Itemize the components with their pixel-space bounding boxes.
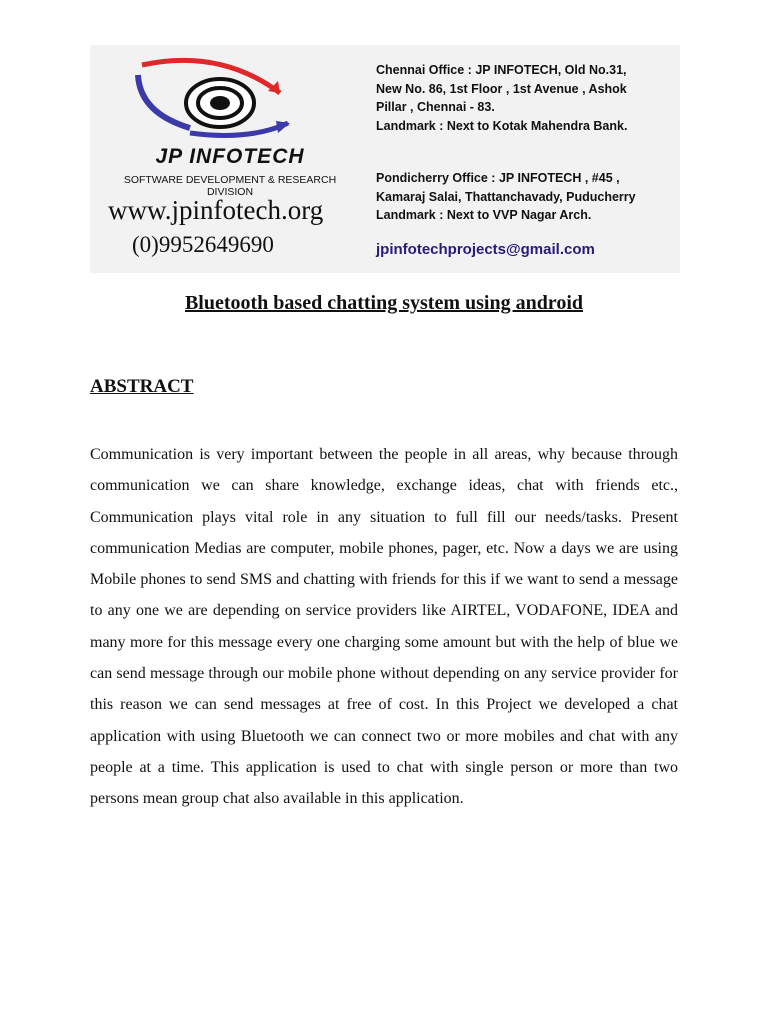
pondicherry-office-address: [376, 169, 676, 225]
address-line: Pondicherry Office : JP INFOTECH , #45 ,: [376, 171, 620, 185]
address-line: Chennai Office : JP INFOTECH, Old No.31,: [376, 63, 627, 77]
chennai-office-address: [376, 61, 676, 135]
division-text: SOFTWARE DEVELOPMENT & RESEARCH DIVISION: [123, 174, 337, 198]
address-line: New No. 86, 1st Floor , 1st Avenue , Ashok: [376, 81, 627, 96]
letterhead-banner: [90, 45, 680, 273]
contact-email: jpinfotechprojects@gmail.com: [376, 241, 595, 258]
phone-number: (0)9952649690: [132, 232, 274, 257]
document-title: Bluetooth based chatting system using android: [184, 292, 584, 314]
address-line: Pillar , Chennai - 83.: [376, 100, 495, 114]
section-heading: ABSTRACT: [90, 376, 194, 397]
address-line: Kamaraj Salai, Thattanchavady, Puducherry: [376, 189, 636, 204]
jp-infotech-logo-icon: [130, 53, 330, 148]
address-line: Landmark : Next to VVP Nagar Arch.: [376, 208, 592, 222]
abstract-paragraph: Communication is very important between the people in all areas, why because through communication we can share knowledge, exchange ideas, chat with friends etc., Communication plays vital role in any situation to full fill our needs/tasks. Present communication Medias are computer, mobile phones, pager, etc. Now a days we are using Mobile phones to send SMS and chatting with friends for this if we want to send a message to any one we are depending on service providers like AIRTEL, VODAFONE, IDEA and many more for this message every one charging some amount but with the help of blue we can send message through our mobile phone without depending on any service provider for this reason we can send messages at free of cost. In this Project we developed a chat application with using Bluetooth we can connect two or more mobiles and chat with any people at a time. This application is used to chat with single person or more than two persons mean group chat also available in this application.: [90, 446, 678, 808]
website-url: www.jpinfotech.org: [108, 195, 324, 225]
brand-name: JP INFOTECH: [155, 145, 305, 168]
address-line: Landmark : Next to Kotak Mahendra Bank.: [376, 118, 628, 133]
